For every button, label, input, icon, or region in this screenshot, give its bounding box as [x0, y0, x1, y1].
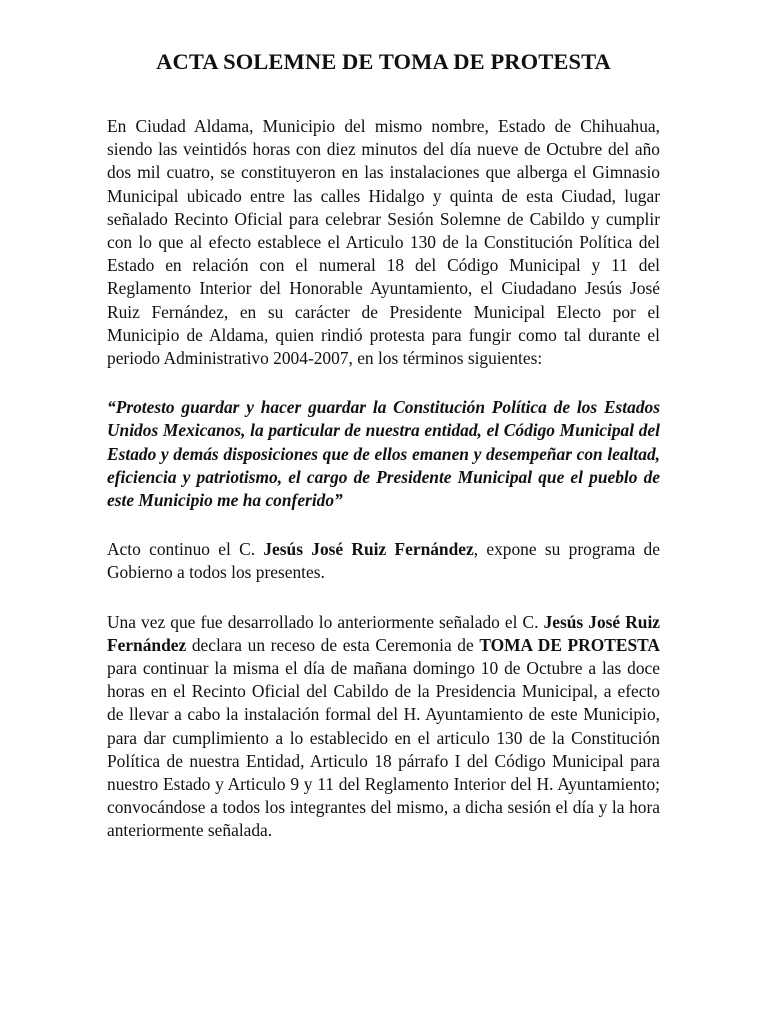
recess-text-part2: declara un receso de esta Ceremonia de [186, 634, 480, 655]
opening-paragraph: En Ciudad Aldama, Municipio del mismo nombre, Estado de Chihuahua, siendo las veintidós horas con diez minutos del día nueve de Octubre del año dos mil cuatro, se constituyeron en las instalaciones que alberga el Gimnasio Municipal ubicado entre las calles Hidalgo y quinta de esta Ciudad, lugar señalado Recinto Oficial para celebrar Sesión Solemne de Cabildo y cumplir con lo que al efecto establece el Articulo 130 de la Constitución Política del Estado en relación con el numeral 18 del Código Municipal y 11 del Reglamento Interior del Honorable Ayuntamiento, el Ciudadano Jesús José Ruiz Fernández, en su carácter de Presidente Municipal Electo por el Municipio de Aldama, quien rindió protesta para fungir como tal durante el periodo Administrativo 2004-2007, en los términos siguientes: [107, 116, 660, 369]
recess-paragraph [107, 611, 660, 843]
recess-text-part3: para continuar la misma el día de mañana domingo 10 de Octubre a las doce horas en el Recinto Oficial del Cabildo de la Presidencia Municipal, a efecto de llevar a cabo la instalación formal del H. Ayuntamiento de este Municipio, para dar cumplimiento a lo establecido en el articulo 130 de la Constitución Política de nuestra Entidad, Articulo 18 párrafo I del Código Municipal para nuestro Estado y Articulo 9 y 11 del Reglamento Interior del H. Ayuntamiento; convocándose a todos los integrantes del mismo, a dicha sesión el día y la hora anteriormente señalada. [107, 658, 660, 841]
program-paragraph [107, 538, 660, 584]
document-page [107, 48, 660, 843]
oath-quote: “Protesto guardar y hacer guardar la Constitución Política de los Estados Unidos Mexicanos, la particular de nuestra entidad, el Código Municipal del Estado y demás disposiciones que de ellos emanen y desempeñar con lealtad, eficiencia y patriotismo, el cargo de Presidente Municipal que el pueblo de este Municipio me ha conferido” [107, 397, 660, 511]
program-text-after: , expone su programa de Gobierno a todos los presentes. [107, 539, 660, 583]
ceremony-emphasis: TOMA DE PROTESTA [479, 634, 660, 655]
program-text-before: Acto continuo el C. [107, 539, 264, 560]
president-name-recess: Jesús José Ruiz Fernández [107, 611, 660, 655]
recess-text-part1: Una vez que fue desarrollado lo anteriormente señalado el C. [107, 611, 544, 632]
president-name: Jesús José Ruiz Fernández [263, 539, 474, 560]
document-title: ACTA SOLEMNE DE TOMA DE PROTESTA [156, 49, 611, 74]
